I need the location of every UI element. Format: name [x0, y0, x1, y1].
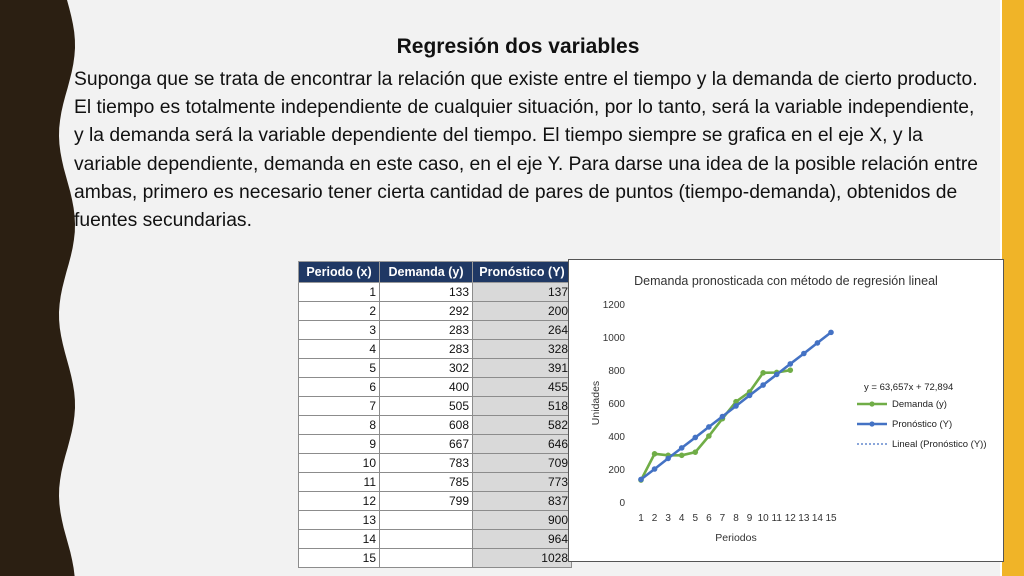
cell-periodo: 13: [299, 511, 380, 530]
cell-periodo: 9: [299, 435, 380, 454]
table-header-row: [299, 262, 572, 283]
column-header-pronostico: Pronóstico (Y): [473, 262, 572, 283]
cell-pronostico: 518: [473, 397, 572, 416]
cell-pronostico: 137: [473, 283, 572, 302]
table-row: [299, 283, 572, 302]
data-point-demand: [787, 367, 793, 373]
cell-periodo: 15: [299, 549, 380, 568]
x-tick-label: 10: [757, 513, 769, 524]
cell-pronostico: 391: [473, 359, 572, 378]
cell-periodo: 14: [299, 530, 380, 549]
cell-demanda: 667: [380, 435, 473, 454]
cell-pronostico: 1028: [473, 549, 572, 568]
y-tick-label: 1200: [602, 300, 625, 311]
cell-pronostico: 455: [473, 378, 572, 397]
right-accent-bar: [1002, 0, 1024, 576]
cell-demanda: 799: [380, 492, 473, 511]
cell-demanda: 783: [380, 454, 473, 473]
data-point-forecast: [774, 372, 780, 378]
table-row: [299, 321, 572, 340]
legend-marker-forecast: [869, 421, 874, 426]
legend-label-forecast: Pronóstico (Y): [892, 419, 953, 430]
table-row: [299, 511, 572, 530]
slide-body-text: Suponga que se trata de encontrar la relación que existe entre el tiempo y la demanda de cierto producto. El tiempo es totalmente independiente de cualquier situación, por lo tanto, será la variable independiente, y la demanda será la variable dependiente del tiempo. El tiempo siempre se grafica en el eje X, y la variable dependiente, demanda en este caso, en el eje Y. Para darse una idea de la posible relación entre ambas, primero es necesario tener cierta cantidad de pares de puntos (tiempo-demanda), obtenidos de fuentes secundarias.: [74, 69, 979, 232]
data-point-demand: [652, 451, 658, 457]
regression-chart: [568, 259, 1004, 562]
y-tick-label: 400: [608, 432, 625, 443]
column-header-periodo: Periodo (x): [299, 262, 380, 283]
legend-label-trendline: Lineal (Pronóstico (Y)): [892, 439, 987, 450]
table-row: [299, 416, 572, 435]
cell-pronostico: 900: [473, 511, 572, 530]
y-tick-label: 1000: [602, 333, 625, 344]
y-tick-label: 800: [608, 366, 625, 377]
cell-demanda: 505: [380, 397, 473, 416]
cell-pronostico: 328: [473, 340, 572, 359]
x-tick-label: 5: [692, 513, 699, 524]
table-row: [299, 473, 572, 492]
table-row: [299, 302, 572, 321]
cell-periodo: 6: [299, 378, 380, 397]
cell-demanda: 785: [380, 473, 473, 492]
x-tick-label: 3: [665, 513, 671, 524]
cell-periodo: 4: [299, 340, 380, 359]
cell-pronostico: 582: [473, 416, 572, 435]
x-tick-label: 8: [733, 513, 739, 524]
column-header-demanda: Demanda (y): [380, 262, 473, 283]
table-row: [299, 397, 572, 416]
table-row: [299, 340, 572, 359]
cell-demanda: 133: [380, 283, 473, 302]
trendline-equation: y = 63,657x + 72,894: [864, 382, 954, 393]
y-axis-label: Unidades: [590, 380, 602, 426]
table-row: [299, 492, 572, 511]
cell-pronostico: 646: [473, 435, 572, 454]
x-tick-label: 7: [719, 513, 726, 524]
data-point-demand: [760, 370, 766, 376]
data-point-demand: [692, 449, 698, 455]
cell-pronostico: 264: [473, 321, 572, 340]
x-tick-label: 1: [638, 513, 644, 524]
data-point-forecast: [815, 340, 821, 346]
data-point-forecast: [692, 435, 698, 441]
x-tick-label: 6: [706, 513, 712, 524]
cell-pronostico: 837: [473, 492, 572, 511]
cell-pronostico: 773: [473, 473, 572, 492]
x-tick-label: 13: [798, 513, 810, 524]
y-tick-label: 200: [608, 465, 625, 476]
chart-canvas: [569, 260, 1003, 561]
cell-periodo: 7: [299, 397, 380, 416]
cell-periodo: 2: [299, 302, 380, 321]
legend-label-demand: Demanda (y): [892, 399, 947, 410]
data-point-forecast: [760, 382, 766, 388]
x-tick-label: 12: [784, 513, 796, 524]
cell-demanda: 283: [380, 321, 473, 340]
cell-periodo: 1: [299, 283, 380, 302]
x-tick-label: 14: [811, 513, 823, 524]
cell-demanda: 302: [380, 359, 473, 378]
cell-pronostico: 964: [473, 530, 572, 549]
chart-title: Demanda pronosticada con método de regresión lineal: [634, 274, 938, 288]
cell-periodo: 8: [299, 416, 380, 435]
cell-demanda: [380, 511, 473, 530]
cell-periodo: 12: [299, 492, 380, 511]
data-point-demand: [706, 433, 712, 439]
x-tick-label: 4: [678, 513, 685, 524]
data-point-forecast: [801, 351, 807, 357]
table-row: [299, 549, 572, 568]
table-row: [299, 454, 572, 473]
data-point-forecast: [720, 414, 726, 420]
data-point-forecast: [747, 393, 753, 399]
cell-demanda: 608: [380, 416, 473, 435]
table-row: [299, 378, 572, 397]
data-point-forecast: [706, 424, 712, 430]
cell-demanda: 283: [380, 340, 473, 359]
cell-pronostico: 709: [473, 454, 572, 473]
data-point-forecast: [733, 403, 739, 409]
data-point-forecast: [652, 466, 658, 472]
cell-demanda: [380, 530, 473, 549]
regression-data-table: [298, 261, 572, 568]
cell-periodo: 10: [299, 454, 380, 473]
y-tick-label: 0: [619, 498, 625, 509]
table-row: [299, 530, 572, 549]
data-point-forecast: [665, 456, 671, 462]
data-point-forecast: [787, 361, 793, 367]
data-point-forecast: [679, 445, 685, 451]
cell-demanda: 400: [380, 378, 473, 397]
x-tick-label: 15: [825, 513, 837, 524]
data-point-forecast: [638, 477, 644, 483]
cell-demanda: 292: [380, 302, 473, 321]
y-tick-label: 600: [608, 399, 625, 410]
data-point-forecast: [828, 330, 834, 336]
table-row: [299, 359, 572, 378]
data-point-demand: [679, 453, 685, 459]
cell-periodo: 11: [299, 473, 380, 492]
x-tick-label: 2: [651, 513, 658, 524]
slide-title: Regresión dos variables: [396, 35, 640, 58]
x-tick-label: 9: [746, 513, 753, 524]
cell-demanda: [380, 549, 473, 568]
legend-marker-demand: [869, 401, 874, 406]
cell-pronostico: 200: [473, 302, 572, 321]
table-row: [299, 435, 572, 454]
cell-periodo: 5: [299, 359, 380, 378]
x-axis-label: Periodos: [715, 532, 757, 544]
cell-periodo: 3: [299, 321, 380, 340]
x-tick-label: 11: [771, 513, 782, 524]
